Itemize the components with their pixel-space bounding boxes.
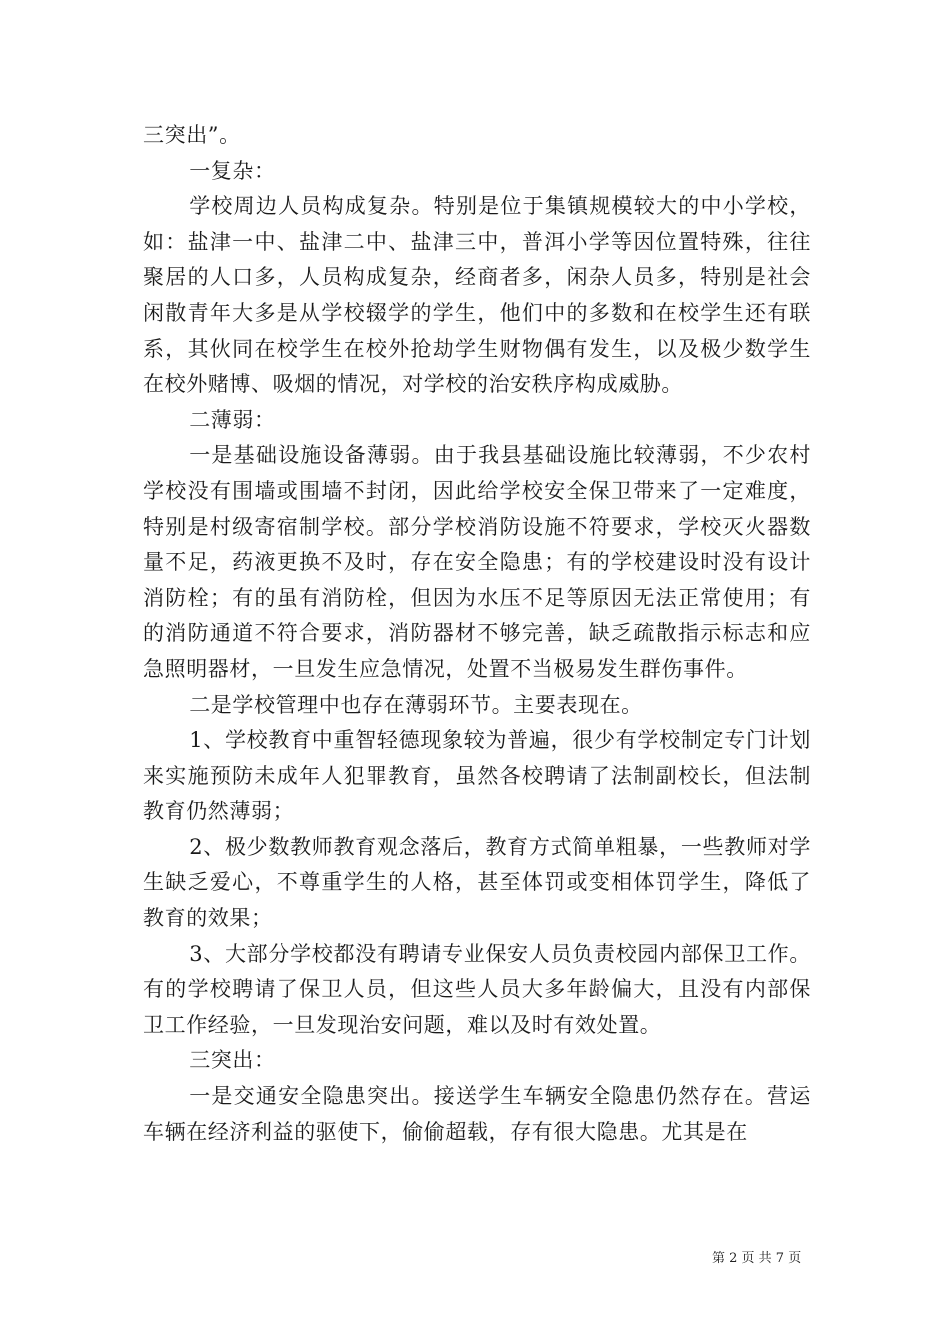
paragraph-traffic-safety: 一是交通安全隐患突出。接送学生车辆安全隐患仍然存在。营运车辆在经济利益的驱使下，偷偷超载，存有很大隐患。尤其是在 — [143, 1084, 811, 1144]
heading-prominent: 三突出： — [189, 1048, 276, 1073]
heading-weak: 二薄弱： — [189, 407, 276, 432]
paragraph-item-1: 1、学校教育中重智轻德现象较为普遍，很少有学校制定专门计划来实施预防未成年人犯罪教育，虽然各校聘请了法制副校长，但法制教育仍然薄弱； — [143, 728, 811, 824]
heading-complex: 一复杂： — [189, 158, 276, 183]
paragraph-weak-management: 二是学校管理中也存在薄弱环节。主要表现在。 — [189, 692, 643, 717]
document-body — [143, 118, 811, 1150]
paragraph-complex-personnel: 学校周边人员构成复杂。特别是位于集镇规模较大的中小学校，如：盐津一中、盐津二中、盐津三中，普洱小学等因位置特殊，往往聚居的人口多，人员构成复杂，经商者多，闲杂人员多，特别是社会闲散青年大多是从学校辍学的学生，他们中的多数和在校学生还有联系，其伙同在校学生在校外抢劫学生财物偶有发生，以及极少数学生在校外赌博、吸烟的情况，对学校的治安秩序构成威胁。 — [143, 194, 811, 397]
paragraph-item-3: 3、大部分学校都没有聘请专业保安人员负责校园内部保卫工作。有的学校聘请了保卫人员，但这些人员大多年龄偏大，且没有内部保卫工作经验，一旦发现治安问题，难以及时有效处置。 — [143, 941, 811, 1037]
page-number-footer: 第 2 页 共 7 页 — [712, 1251, 802, 1266]
paragraph-weak-facilities: 一是基础设施设备薄弱。由于我县基础设施比较薄弱，不少农村学校没有围墙或围墙不封闭，因此给学校安全保卫带来了一定难度，特别是村级寄宿制学校。部分学校消防设施不符要求，学校灭火器数量不足，药液更换不及时，存在安全隐患；有的学校建设时没有设计消防栓；有的虽有消防栓，但因为水压不足等原因无法正常使用；有的消防通道不符合要求，消防器材不够完善，缺乏疏散指示标志和应急照明器材，一旦发生应急情况，处置不当极易发生群伤事件。 — [143, 443, 811, 681]
paragraph-continuation: 三突出”。 — [143, 123, 241, 147]
paragraph-item-2: 2、极少数教师教育观念落后，教育方式简单粗暴，一些教师对学生缺乏爱心，不尊重学生的人格，甚至体罚或变相体罚学生，降低了教育的效果； — [143, 834, 811, 931]
